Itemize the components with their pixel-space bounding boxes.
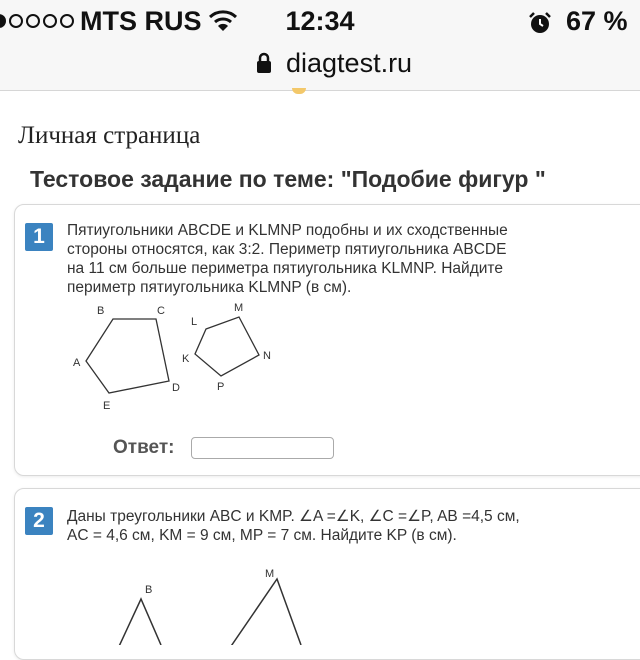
pentagons-figure (71, 299, 291, 414)
address-bar[interactable] (0, 44, 640, 91)
alarm-icon (528, 11, 552, 35)
vertex-label: B (145, 584, 153, 596)
page-title: Личная страница (18, 122, 201, 149)
pentagon-klmnp (195, 317, 259, 376)
test-heading: Тестовое задание по теме: "Подобие фигур " (30, 166, 546, 192)
question-text (67, 221, 627, 297)
vertex-label: C (157, 305, 165, 317)
vertex-label: M (234, 302, 244, 314)
vertex-label: E (103, 400, 111, 412)
battery-level: 67 % (566, 6, 628, 36)
status-bar (0, 0, 640, 44)
triangle-kmp (225, 579, 301, 645)
vertex-label: D (172, 382, 180, 394)
question-line: Пятиугольники ABCDE и KLMNP подобны и их сходственные (67, 222, 508, 239)
answer-input[interactable] (191, 437, 334, 459)
vertex-label: M (265, 568, 275, 580)
vertex-label: A (73, 357, 81, 369)
lock-icon (256, 52, 272, 74)
question-line: Даны треугольники ABC и KMP. ∠A =∠K, ∠C =∠P, AB =4,5 см, (67, 508, 520, 525)
question-number-badge: 2 (25, 507, 53, 535)
vertex-label: B (97, 305, 105, 317)
carrier-name: MTS RUS (80, 6, 202, 36)
vertex-label: P (217, 381, 225, 393)
question-text (67, 507, 627, 545)
loading-indicator (292, 88, 306, 94)
clock: 12:34 (285, 6, 355, 36)
question-card-1 (14, 204, 640, 476)
vertex-label: K (182, 353, 190, 365)
vertex-label: L (191, 316, 198, 328)
question-line: стороны относятся, как 3:2. Периметр пятиугольника ABCDE (67, 241, 507, 258)
vertex-label: N (263, 350, 271, 362)
url-text[interactable]: diagtest.ru (286, 48, 413, 78)
question-line: AC = 4,6 см, KM = 9 см, MP = 7 см. Найдите KP (в см). (67, 527, 457, 544)
question-line: на 11 см больше периметра пятиугольника KLMNP. Найдите (67, 260, 503, 277)
triangles-figure (105, 565, 325, 645)
pentagon-abcde (86, 319, 169, 393)
question-card-2 (14, 488, 640, 660)
question-line: периметр пятиугольника KLMNP (в см). (67, 279, 352, 296)
triangle-abc (115, 599, 161, 645)
answer-label: Ответ: (113, 437, 175, 458)
question-number-badge: 1 (25, 223, 53, 251)
